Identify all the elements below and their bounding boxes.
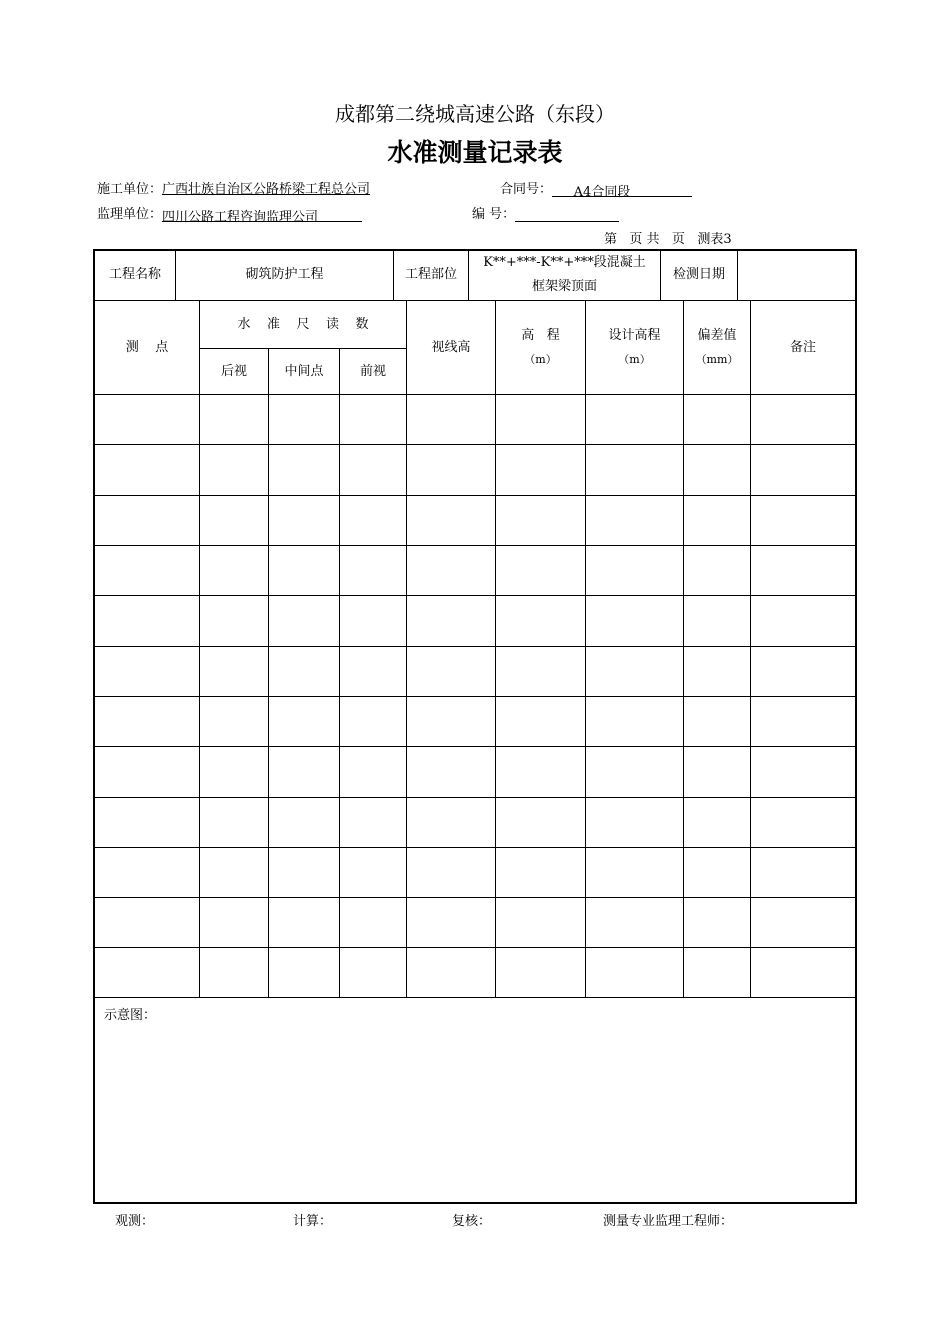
table-row xyxy=(95,495,855,496)
supervision-unit xyxy=(97,203,362,225)
observer-signature: 观测： xyxy=(115,1214,155,1229)
checker-signature: 复核： xyxy=(452,1214,492,1229)
project-title: 成都第二绕城高速公路（东段） xyxy=(335,102,615,126)
col-elevation xyxy=(496,301,585,394)
project-part-line1: K**+***-K**+***段混凝土 xyxy=(483,255,646,270)
inspection-date-label: 检测日期 xyxy=(672,267,725,282)
col-line-of-sight: 视线高 xyxy=(431,339,471,355)
construction-unit xyxy=(97,178,370,197)
table-row xyxy=(95,797,855,798)
page-info: 第 页 共 页 测表3 xyxy=(604,232,732,247)
table-row xyxy=(95,997,855,998)
col-deviation-unit: （mm） xyxy=(695,352,739,366)
col-design-elevation-label: 设计高程 xyxy=(608,327,661,343)
serial-no xyxy=(472,203,619,222)
table-row xyxy=(95,444,855,445)
col-design-elevation xyxy=(586,301,683,394)
col-level-reading: 水 准 尺 读 数 xyxy=(237,316,369,332)
supervision-unit-value: 四川公路工程咨询监理公司 xyxy=(162,210,319,225)
col-remarks: 备注 xyxy=(789,339,816,355)
project-name-label: 工程名称 xyxy=(108,267,161,282)
inspection-date-value[interactable] xyxy=(738,250,855,300)
form-title: 水准测量记录表 xyxy=(387,138,563,167)
table-row xyxy=(95,595,855,596)
serial-no-label: 编 号： xyxy=(472,207,516,222)
table-row xyxy=(95,646,855,647)
construction-unit-value: 广西壮族自治区公路桥梁工程总公司 xyxy=(162,182,371,197)
table-row xyxy=(95,746,855,747)
contract-no xyxy=(500,178,692,200)
project-name-value: 砌筑防护工程 xyxy=(245,267,324,282)
construction-unit-label: 施工单位： xyxy=(97,182,163,197)
table-row xyxy=(95,545,855,546)
supervisor-signature: 测量专业监理工程师： xyxy=(603,1214,734,1229)
col-deviation-label: 偏差值 xyxy=(697,327,737,343)
col-design-elevation-unit: （m） xyxy=(618,352,651,366)
calculator-signature: 计算： xyxy=(293,1214,333,1229)
table-row xyxy=(95,847,855,848)
col-station: 测 点 xyxy=(125,339,169,355)
contract-no-label: 合同号： xyxy=(500,182,553,197)
col-foresight: 前视 xyxy=(359,363,386,379)
col-backsight: 后视 xyxy=(220,363,247,379)
col-deviation xyxy=(684,301,750,394)
project-part-label: 工程部位 xyxy=(404,267,457,282)
project-part-line2: 框架梁顶面 xyxy=(531,279,597,294)
col-elevation-label: 高 程 xyxy=(521,327,560,343)
table-row xyxy=(95,947,855,948)
table-row xyxy=(95,897,855,898)
supervision-unit-label: 监理单位： xyxy=(97,207,163,222)
diagram-area[interactable] xyxy=(96,1022,853,1200)
col-intermediate: 中间点 xyxy=(284,363,324,379)
contract-no-value: A4合同段 xyxy=(573,185,631,200)
diagram-label: 示意图： xyxy=(104,1008,157,1023)
table-row xyxy=(95,696,855,697)
col-elevation-unit: （m） xyxy=(524,352,557,366)
project-part-value xyxy=(469,250,660,300)
